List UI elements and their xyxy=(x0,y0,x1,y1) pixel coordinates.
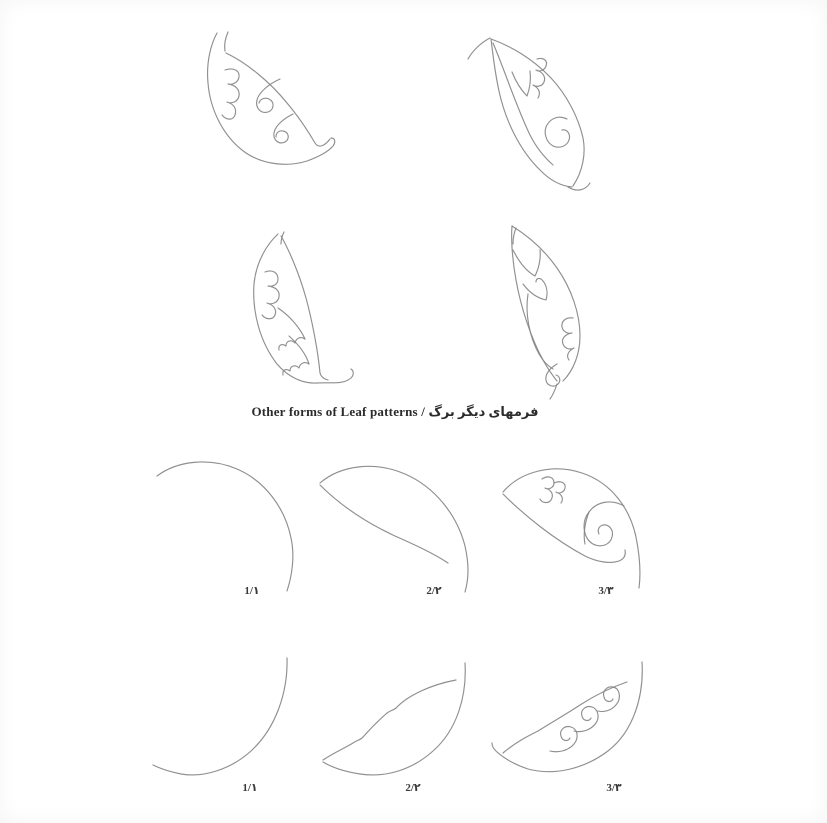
leaf-spiral-curl xyxy=(550,727,577,752)
leaf-wavy-edge xyxy=(503,682,627,753)
construction-arc xyxy=(503,469,640,588)
leaf-outer-edge xyxy=(254,234,354,383)
leaf-scallop-fingers xyxy=(533,58,547,98)
step-strokes xyxy=(320,466,468,592)
leaf-scallop-fingers xyxy=(562,318,574,360)
tutorial-step-drawing-1-2 xyxy=(305,456,480,606)
leaf-lobe xyxy=(289,336,309,364)
leaf-drawing-strokes xyxy=(468,38,590,190)
leaf-lobe xyxy=(278,308,305,339)
figure-caption: Other forms of Leaf patterns / فرمهای دیگر برگ xyxy=(251,404,539,419)
leaf-inner-edge xyxy=(512,226,580,381)
leaf-hook-curl xyxy=(523,278,547,300)
leaf-outer-edge xyxy=(512,226,557,381)
leaf-scallop-fingers xyxy=(222,69,239,119)
tutorial-step-drawing-2-2 xyxy=(305,646,480,796)
leaf-wave-curl xyxy=(584,502,624,546)
leaf-stem-line xyxy=(468,38,490,59)
construction-arc xyxy=(323,663,465,775)
leaf-drawing-strokes xyxy=(254,232,354,383)
leaf-spiral-curl xyxy=(574,707,598,732)
leaf-pattern-figure-3 xyxy=(243,226,368,396)
leaf-spiral-curl xyxy=(274,114,293,143)
leaf-inner-edge xyxy=(281,236,328,380)
leaf-pattern-figure-4 xyxy=(493,216,613,406)
step-label-1-2: 2/۲ xyxy=(426,585,442,597)
leaf-drawing-strokes xyxy=(512,226,580,399)
leaf-drawing-strokes xyxy=(208,32,335,164)
leaf-scallop-fingers xyxy=(554,482,565,503)
leaf-stem-line xyxy=(225,32,228,51)
leaf-inner-curve xyxy=(503,494,625,562)
leaf-vein-fork xyxy=(513,250,540,276)
leaf-pattern-figure-1 xyxy=(190,30,340,180)
construction-arc xyxy=(492,662,642,772)
construction-arc xyxy=(153,658,287,775)
step-label-2-2: 2/۲ xyxy=(405,782,421,794)
step-label-2-3: 3/۳ xyxy=(606,782,622,794)
tutorial-step-drawing-1-1 xyxy=(135,456,305,606)
leaf-center-vein xyxy=(527,294,553,369)
leaf-spiral-curl xyxy=(598,687,619,712)
leaf-hook-curl xyxy=(545,117,569,147)
tutorial-step-drawing-2-1 xyxy=(135,646,305,796)
leaf-vein-fork xyxy=(512,71,530,96)
step-strokes xyxy=(503,469,640,588)
construction-arc xyxy=(320,466,468,592)
step-strokes xyxy=(153,658,287,775)
step-strokes xyxy=(157,462,293,591)
step-label-1-1: 1/۱ xyxy=(244,585,260,597)
leaf-inner-curve xyxy=(320,485,448,563)
step-label-1-3: 3/۳ xyxy=(598,585,614,597)
step-strokes xyxy=(492,662,642,772)
leaf-scallop-fingers xyxy=(540,477,554,503)
construction-arc xyxy=(157,462,293,591)
leaf-pattern-figure-2 xyxy=(460,30,605,200)
step-label-2-1: 1/۱ xyxy=(242,782,258,794)
leaf-stem-line xyxy=(513,228,516,244)
tutorial-step-drawing-2-3 xyxy=(478,641,663,801)
tutorial-step-drawing-1-3 xyxy=(478,456,663,611)
leaf-scallop-fingers xyxy=(262,271,279,319)
step-strokes xyxy=(323,663,465,775)
leaf-spiral-curl xyxy=(257,79,280,112)
